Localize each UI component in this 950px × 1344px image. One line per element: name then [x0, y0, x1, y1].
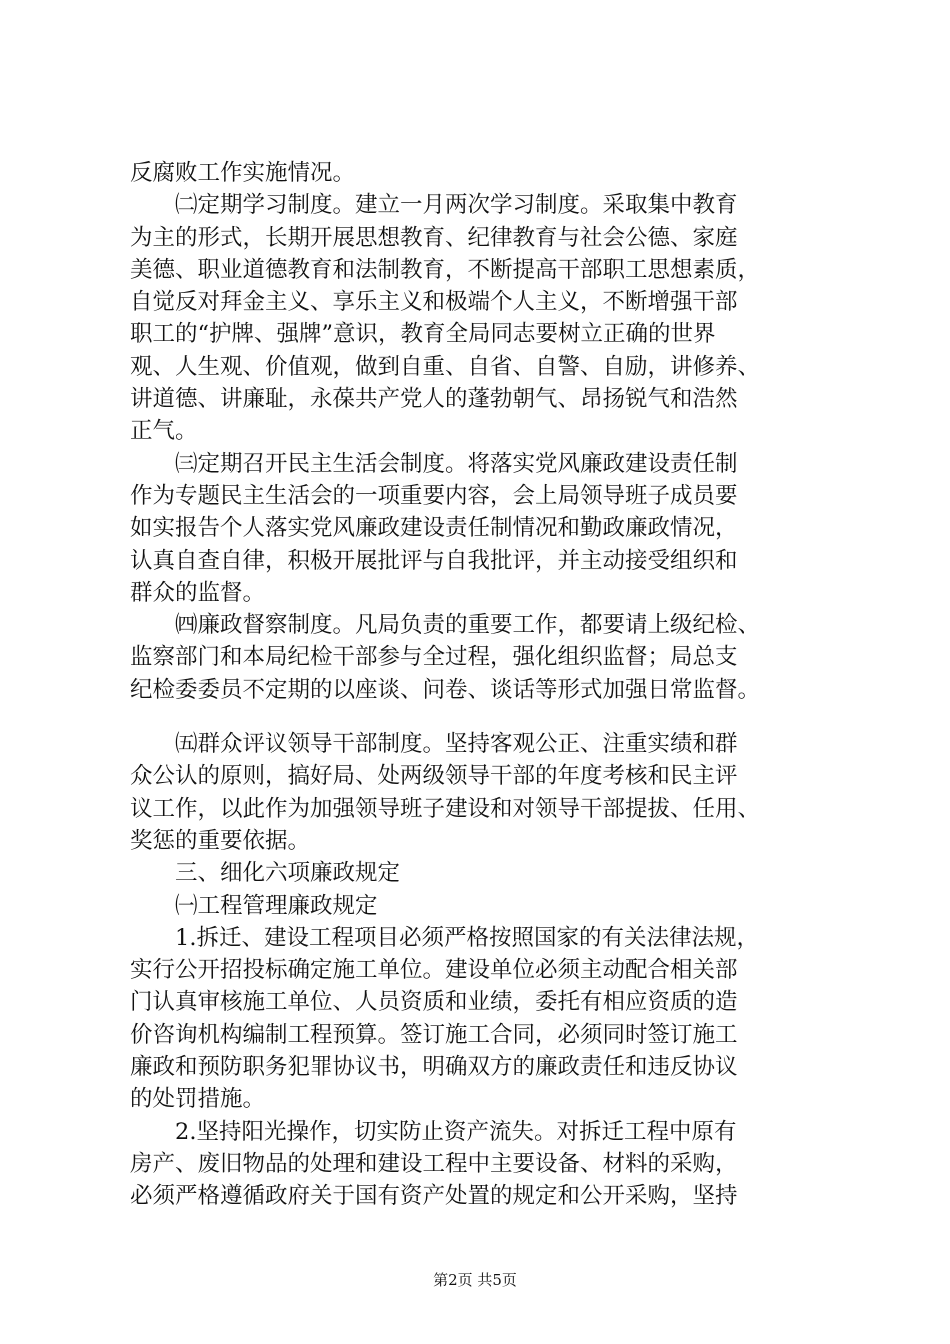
text-line: 群众的监督。: [130, 579, 266, 606]
paragraph-start: 2.坚持阳光操作，切实防止资产流失。对拆迁工程中原有: [175, 1118, 737, 1145]
text-line: 讲道德、讲廉耻，永葆共产党人的蓬勃朝气、昂扬锐气和浩然: [130, 386, 738, 413]
text-line: 正气。: [130, 418, 198, 445]
paragraph-start: 1.拆迁、建设工程项目必须严格按照国家的有关法律法规，: [175, 924, 759, 951]
text-line: 反腐败工作实施情况。: [130, 160, 356, 186]
text-line: 必须严格遵循政府关于国有资产处置的规定和公开采购，坚持: [130, 1183, 738, 1210]
text-line: 纪检委委员不定期的以座谈、问卷、谈话等形式加强日常监督。: [130, 676, 761, 703]
subsection-heading: ㈠工程管理廉政规定: [175, 892, 378, 919]
text-line: 廉政和预防职务犯罪协议书，明确双方的廉政责任和违反协议: [130, 1054, 738, 1081]
paragraph-start: ㈤群众评议领导干部制度。坚持客观公正、注重实绩和群: [175, 731, 738, 758]
text-line: 的处罚措施。: [130, 1086, 266, 1113]
text-line: 价咨询机构编制工程预算。签订施工合同，必须同时签订施工: [130, 1021, 738, 1048]
document-body: [130, 157, 830, 1213]
text-line: 监察部门和本局纪检干部参与全过程，强化组织监督；局总支: [130, 644, 738, 671]
text-line: 作为专题民主生活会的一项重要内容，会上局领导班子成员要: [130, 482, 738, 509]
page-footer: 第2页 共5页: [433, 1271, 517, 1289]
text-line: 职工的“护牌、强牌”意识，教育全局同志要树立正确的世界: [130, 321, 716, 348]
text-line: 奖惩的重要依据。: [130, 827, 311, 854]
text-line: 门认真审核施工单位、人员资质和业绩，委托有相应资质的造: [130, 989, 738, 1016]
text-line: 议工作，以此作为加强领导班子建设和对领导干部提拔、任用、: [130, 795, 761, 822]
text-line: 认真自查自律，积极开展批评与自我批评，并主动接受组织和: [130, 547, 738, 574]
text-line: 实行公开招投标确定施工单位。建设单位必须主动配合相关部: [130, 957, 738, 984]
text-line: 为主的形式，长期开展思想教育、纪律教育与社会公德、家庭: [130, 224, 738, 251]
paragraph-start: ㈡定期学习制度。建立一月两次学习制度。采取集中教育: [175, 192, 738, 219]
paragraph-start: ㈢定期召开民主生活会制度。将落实党风廉政建设责任制: [175, 450, 738, 477]
text-line: 美德、职业道德教育和法制教育，不断提高干部职工思想素质，: [130, 256, 761, 283]
text-line: 自觉反对拜金主义、享乐主义和极端个人主义，不断增强干部: [130, 289, 738, 316]
text-line: 如实报告个人落实党风廉政建设责任制情况和勤政廉政情况，: [130, 515, 738, 542]
text-line: 房产、废旧物品的处理和建设工程中主要设备、材料的采购，: [130, 1150, 738, 1177]
text-line: 众公认的原则，搞好局、处两级领导干部的年度考核和民主评: [130, 763, 738, 790]
text-line: 观、人生观、价值观，做到自重、自省、自警、自励，讲修养、: [130, 353, 761, 380]
section-heading: 三、细化六项廉政规定: [175, 860, 401, 887]
paragraph-start: ㈣廉政督察制度。凡局负责的重要工作，都要请上级纪检、: [175, 612, 761, 639]
paragraph-gap: [130, 706, 830, 728]
